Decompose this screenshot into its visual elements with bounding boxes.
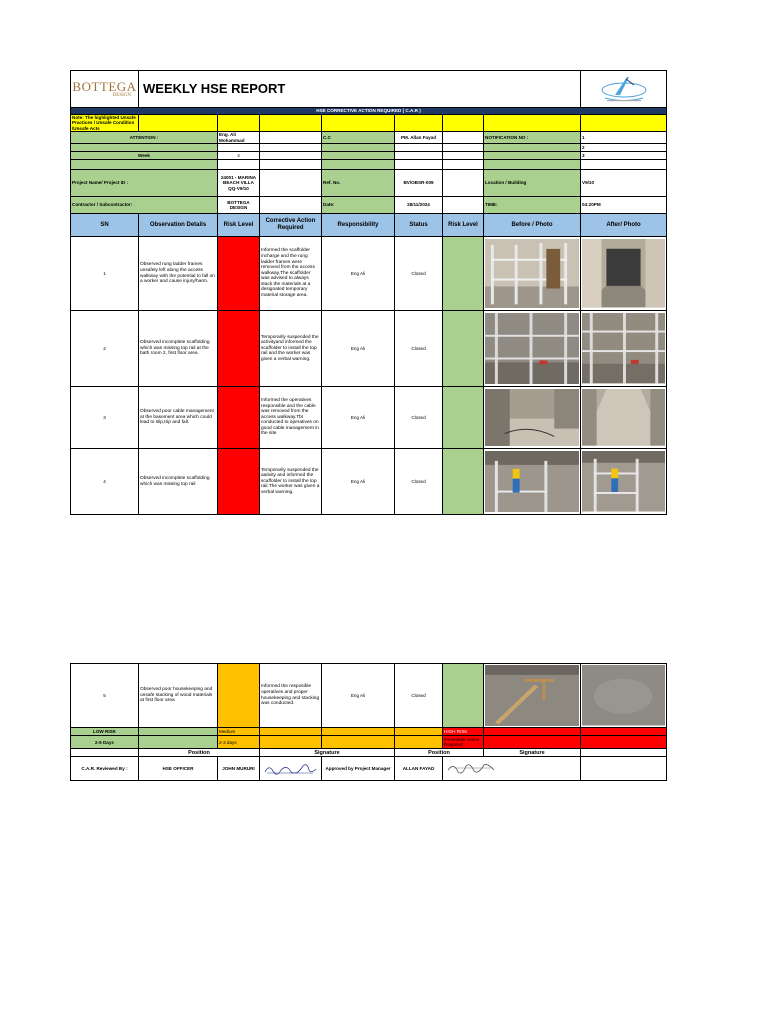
after-photo-image	[582, 313, 665, 383]
row-sn: 4	[71, 449, 139, 515]
before-photo	[484, 237, 581, 311]
col-corrective-action: Corrective Action Required	[260, 214, 322, 237]
notification-1: 1	[581, 132, 667, 144]
report-title: WEEKLY HSE REPORT	[139, 71, 581, 108]
row-sn: 5	[71, 664, 139, 728]
date-label: Date:	[322, 197, 395, 214]
risk-level-low	[443, 387, 484, 449]
row-corrective-action: Informed the resposible operatives and proper housekeeping and stacking was conducted.	[260, 664, 322, 728]
col-sn: SN	[71, 214, 139, 237]
before-photo-image	[485, 239, 579, 308]
logo-sub-text: DESIGN	[112, 92, 131, 98]
row-corrective-action: Temporarily suspended the activityand informed the scaffolder to install the top rail and the worker was given a verbal warning.	[260, 311, 322, 387]
report-sheet	[70, 70, 666, 515]
approver-name: ALLAN FAYAD	[395, 757, 443, 781]
signature-header-2: Signature	[484, 749, 581, 757]
ref-label: Ref. No.	[322, 170, 395, 197]
before-photo	[484, 664, 581, 728]
week-value: 4	[218, 152, 260, 160]
time-label: TIME:	[484, 197, 581, 214]
client-logo-icon	[593, 73, 655, 103]
row-responsibility: Eng Ali	[322, 449, 395, 515]
table-row	[71, 311, 667, 387]
signature-header-1: Signature	[260, 749, 395, 757]
table-row	[71, 449, 667, 515]
report-table-continued	[70, 663, 667, 781]
date-value: 28/11/2024	[395, 197, 443, 214]
risk-level-low	[443, 449, 484, 515]
row-responsibility: Eng Ali	[322, 311, 395, 387]
legend-low-days: 2-5 Days	[71, 736, 139, 749]
logo-main-text: BOTTEGA	[72, 78, 137, 94]
row-responsibility: Eng Ali	[322, 387, 395, 449]
time-value: 04:20PM	[581, 197, 667, 214]
cc-value: PM. Allan Fayad	[395, 132, 443, 144]
row-corrective-action: Informed the scaffolder incharge and the rung ladder frames were removed from the access walkway.The scaffolder was advised to always stack the materials at a designated temporary material storage area.	[260, 237, 322, 311]
after-photo	[581, 664, 667, 728]
signature-icon	[444, 760, 504, 778]
company-logo	[71, 71, 139, 108]
after-photo-image	[582, 451, 665, 512]
before-photo-image	[485, 451, 579, 512]
col-observation: Observation Details	[139, 214, 218, 237]
col-after-photo: After/ Photo	[581, 214, 667, 237]
row-status: Closed	[395, 387, 443, 449]
risk-level-low	[443, 237, 484, 311]
client-logo	[581, 71, 667, 108]
report-table	[70, 70, 667, 515]
reviewer-position: HSE OFFICER	[139, 757, 218, 781]
row-sn: 3	[71, 387, 139, 449]
col-status: Status	[395, 214, 443, 237]
approved-by-label: Approved by Project Manager	[322, 757, 395, 781]
project-value: 24001 - MARINA BEACH VILLA QQ-V9/10	[218, 170, 260, 197]
notification-label: NOTIFICATION NO :	[484, 132, 581, 144]
reviewer-signature	[260, 757, 322, 781]
legend-medium-days: 2-3 days	[218, 736, 260, 749]
row-observation: Observed poor housekeeping and unsafe stacking of wood materials at first floor area	[139, 664, 218, 728]
row-status: Closed	[395, 664, 443, 728]
contractor-value: BOTTEGA DESIGN	[218, 197, 260, 214]
signature-icon	[261, 760, 319, 778]
row-status: Closed	[395, 237, 443, 311]
col-responsibility: Responsibility	[322, 214, 395, 237]
after-photo-image	[582, 239, 665, 307]
before-photo	[484, 449, 581, 515]
approver-signature	[443, 757, 581, 781]
row-responsibility: Eng Ali	[322, 237, 395, 311]
reviewed-by-label: C.A.R. Reviewed By :	[71, 757, 139, 781]
reviewer-name: JOHN MURURI	[218, 757, 260, 781]
after-photo	[581, 311, 667, 387]
attention-label: ATTENTION :	[71, 132, 218, 144]
risk-level-high	[218, 311, 260, 387]
risk-level-high	[218, 387, 260, 449]
notification-3: 3	[581, 152, 667, 160]
legend-low-risk: LOW RISK	[71, 728, 139, 736]
row-status: Closed	[395, 311, 443, 387]
table-row	[71, 387, 667, 449]
col-before-photo: Before / Photo	[484, 214, 581, 237]
before-photo	[484, 387, 581, 449]
before-photo-image	[485, 389, 579, 446]
after-photo	[581, 237, 667, 311]
row-observation: Observed incomplete scaffolding which was missing top rail at the bath room 2, first floor area.	[139, 311, 218, 387]
car-banner: HSE CORRECTIVE ACTION REQUIRED ( C.A.R )	[71, 108, 667, 115]
row-observation: Observed poor cable management at the basement area which could lead to slip,trip and fall.	[139, 387, 218, 449]
note-text: Note: The highlighted Unsafe Practices / Unsafe Condition /Unsafe Acts	[71, 115, 139, 132]
cc-label: C.C	[322, 132, 395, 144]
row-observation: Observed rung ladder frames unsafely left along the access walkway with the potential to fall on a worker and cause injury/harm.	[139, 237, 218, 311]
after-photo-image	[582, 389, 665, 446]
risk-level-low	[443, 311, 484, 387]
location-value: V9/10	[581, 170, 667, 197]
week-label: Week	[71, 152, 218, 160]
attention-value: Eng. Ali Mohammad	[218, 132, 260, 144]
after-photo	[581, 387, 667, 449]
risk-level-low	[443, 664, 484, 728]
position-header-1: Position	[139, 749, 260, 757]
risk-level-high	[218, 449, 260, 515]
project-label: Project Name/ Project ID :	[71, 170, 218, 197]
row-sn: 2	[71, 311, 139, 387]
before-photo	[484, 311, 581, 387]
col-risk-level: Risk Level	[218, 214, 260, 237]
row-status: Closed	[395, 449, 443, 515]
legend-medium: Medium	[218, 728, 260, 736]
after-photo	[581, 449, 667, 515]
before-photo-image	[485, 665, 579, 726]
location-label: Location / Building	[484, 170, 581, 197]
after-photo-image	[582, 665, 665, 726]
row-sn: 1	[71, 237, 139, 311]
row-observation: Observed incomplete scaffolding which was missing top rail	[139, 449, 218, 515]
risk-level-high	[218, 237, 260, 311]
row-corrective-action: Informed the operatives responsible and the cable was removed from the access walkway.TbI conducted to operatives on good cable management in the site	[260, 387, 322, 449]
col-risk-level-2: Risk Level	[443, 214, 484, 237]
legend-high-days: Immediate Action Required	[443, 736, 484, 749]
ref-value: BV/OBSR-009	[395, 170, 443, 197]
before-photo-image	[485, 313, 579, 384]
row-responsibility: Eng Ali	[322, 664, 395, 728]
table-row	[71, 237, 667, 311]
risk-level-medium	[218, 664, 260, 728]
row-corrective-action: Temporarily suspended the aativity and informed the scaffolder to install the top rail.The worker was given a verbal warning.	[260, 449, 322, 515]
contractor-label: Contractor / Subcontractor:	[71, 197, 218, 214]
table-row	[71, 664, 667, 728]
legend-high-risk: HIGH RISK	[443, 728, 484, 736]
notification-2: 2	[581, 144, 667, 152]
position-header-2: Position	[395, 749, 484, 757]
report-sheet-continued	[70, 663, 666, 781]
